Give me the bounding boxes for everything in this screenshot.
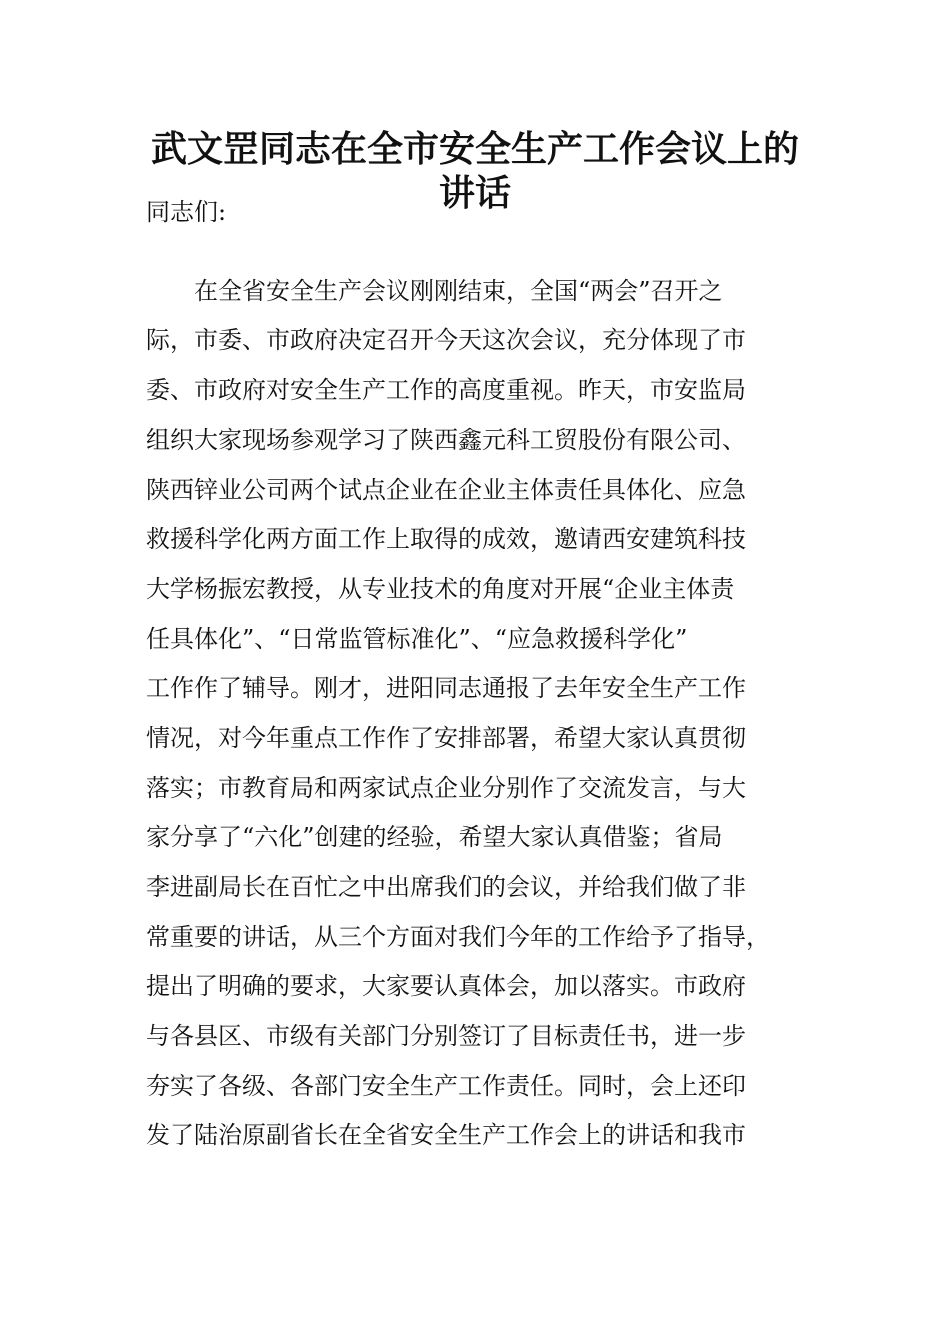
paragraph-line: 夯实了各级、各部门安全生产工作责任。同时，会上还印 <box>146 1072 746 1100</box>
paragraph-line: 任具体化”、“日常监管标准化”、“应急救援科学化” <box>146 625 688 653</box>
paragraph-line: 大学杨振宏教授，从专业技术的角度对开展“企业主体责 <box>146 575 735 603</box>
paragraph-line: 常重要的讲话，从三个方面对我们今年的工作给予了指导， <box>146 923 770 951</box>
paragraph-line: 落实；市教育局和两家试点企业分别作了交流发言，与大 <box>146 774 746 802</box>
paragraph-line: 组织大家现场参观学习了陕西鑫元科工贸股份有限公司、 <box>146 426 746 454</box>
paragraph-line: 际，市委、市政府决定召开今天这次会议，充分体现了市 <box>146 326 746 354</box>
paragraph-line: 委、市政府对安全生产工作的高度重视。昨天，市安监局 <box>146 376 746 404</box>
paragraph-line: 家分享了“六化”创建的经验，希望大家认真借鉴；省局 <box>146 823 723 851</box>
paragraph-line: 情况，对今年重点工作作了安排部署，希望大家认真贯彻 <box>146 724 746 752</box>
salutation: 同志们: <box>146 198 227 226</box>
paragraph-line: 陕西锌业公司两个试点企业在企业主体责任具体化、应急 <box>146 476 746 504</box>
paragraph-line: 与各县区、市级有关部门分别签订了目标责任书，进一步 <box>146 1022 746 1050</box>
document-title-line-2: 讲话 <box>438 172 511 214</box>
paragraph-line: 在全省安全生产会议刚刚结束，全国“两会”召开之 <box>146 277 723 305</box>
paragraph-line: 救援科学化两方面工作上取得的成效，邀请西安建筑科技 <box>146 525 746 553</box>
paragraph-line: 发了陆治原副省长在全省安全生产工作会上的讲话和我市 <box>146 1121 746 1149</box>
paragraph-line: 提出了明确的要求，大家要认真体会，加以落实。市政府 <box>146 972 746 1000</box>
document-title-line-1: 武文罡同志在全市安全生产工作会议上的 <box>150 128 799 170</box>
paragraph-line: 工作作了辅导。刚才，进阳同志通报了去年安全生产工作 <box>146 674 746 702</box>
paragraph-line: 李进副局长在百忙之中出席我们的会议，并给我们做了非 <box>146 873 746 901</box>
